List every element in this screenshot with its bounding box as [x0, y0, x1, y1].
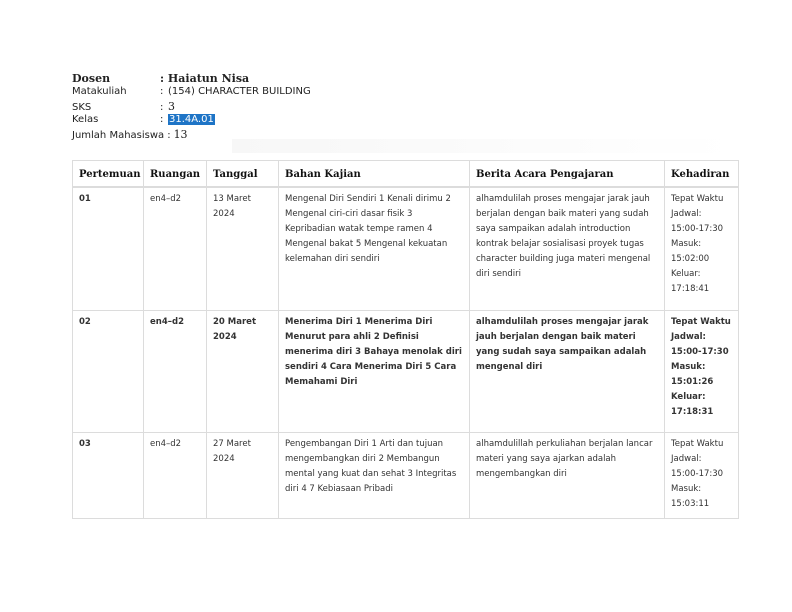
cell-tanggal: 27 Maret 2024: [207, 433, 279, 519]
dosen-row: [72, 72, 752, 86]
matakuliah-label: Matakuliah: [72, 86, 127, 97]
table-row: [73, 311, 739, 433]
sks-label: SKS: [72, 102, 92, 113]
colon: :: [160, 114, 164, 125]
kelas-row: [72, 114, 752, 128]
matakuliah-value: (154) CHARACTER BUILDING: [168, 86, 311, 97]
table-row: [73, 187, 739, 311]
course-header: [72, 72, 752, 142]
matakuliah-row: [72, 86, 752, 100]
jumlah-label: Jumlah Mahasiswa: [72, 130, 165, 141]
col-ruangan: Ruangan: [144, 161, 207, 187]
cell-pertemuan: 03: [73, 433, 144, 519]
cell-ruangan: en4–d2: [144, 311, 207, 433]
cell-berita: alhamdulilah proses mengajar jarak jauh berjalan dengan baik materi yang sudah saya sampaikan adalah mengenal diri: [470, 311, 665, 433]
cell-kehadiran: Tepat Waktu Jadwal: 15:00-17:30 Masuk: 15:01:26 Keluar: 17:18:31: [665, 311, 739, 433]
colon: :: [160, 86, 164, 97]
sks-value: 3: [168, 100, 175, 113]
col-kehadiran: Kehadiran: [665, 161, 739, 187]
col-bahan-kajian: Bahan Kajian: [279, 161, 470, 187]
cell-pertemuan: 02: [73, 311, 144, 433]
colon: :: [167, 130, 171, 141]
cell-kehadiran: Tepat Waktu Jadwal: 15:00-17:30 Masuk: 15:02:00 Keluar: 17:18:41: [665, 187, 739, 311]
dosen-label: Dosen: [72, 72, 111, 85]
col-berita-acara: Berita Acara Pengajaran: [470, 161, 665, 187]
cell-berita: alhamdulillah perkuliahan berjalan lancar materi yang saya ajarkan adalah mengembangkan diri: [470, 433, 665, 519]
cell-bahan: Pengembangan Diri 1 Arti dan tujuan mengembangkan diri 2 Membangun mental yang kuat dan sehat 3 Integritas diri 4 7 Kebiasaan Pribadi: [279, 433, 470, 519]
attendance-table: [72, 160, 739, 519]
cell-ruangan: en4–d2: [144, 433, 207, 519]
sks-row: [72, 100, 752, 114]
cell-ruangan: en4–d2: [144, 187, 207, 311]
col-pertemuan: Pertemuan: [73, 161, 144, 187]
cell-berita: alhamdulilah proses mengajar jarak jauh berjalan dengan baik materi yang sudah saya sampaikan adalah introduction kontrak belajar sosialisasi proyek tugas character building juga materi mengenal diri sendiri: [470, 187, 665, 311]
jumlah-value: 13: [173, 128, 188, 141]
kelas-label: Kelas: [72, 114, 99, 125]
cell-bahan: Menerima Diri 1 Menerima Diri Menurut para ahli 2 Definisi menerima diri 3 Bahaya menolak diri sendiri 4 Cara Menerima Diri 5 Cara Memahami Diri: [279, 311, 470, 433]
table-row: [73, 433, 739, 519]
cell-tanggal: 13 Maret 2024: [207, 187, 279, 311]
header-shade: [232, 139, 736, 153]
table-header-row: [73, 161, 739, 187]
dosen-value: : Haiatun Nisa: [160, 72, 250, 85]
cell-bahan: Mengenal Diri Sendiri 1 Kenali dirimu 2 Mengenal ciri-ciri dasar fisik 3 Kepribadian watak tempe ramen 4 Mengenal bakat 5 Mengenal kekuatan kelemahan diri sendiri: [279, 187, 470, 311]
colon: :: [160, 102, 164, 113]
cell-pertemuan: 01: [73, 187, 144, 311]
cell-kehadiran: Tepat Waktu Jadwal: 15:00-17:30 Masuk: 15:03:11: [665, 433, 739, 519]
kelas-value-highlighted[interactable]: 31.4A.01: [169, 114, 214, 125]
cell-tanggal: 20 Maret 2024: [207, 311, 279, 433]
col-tanggal: Tanggal: [207, 161, 279, 187]
